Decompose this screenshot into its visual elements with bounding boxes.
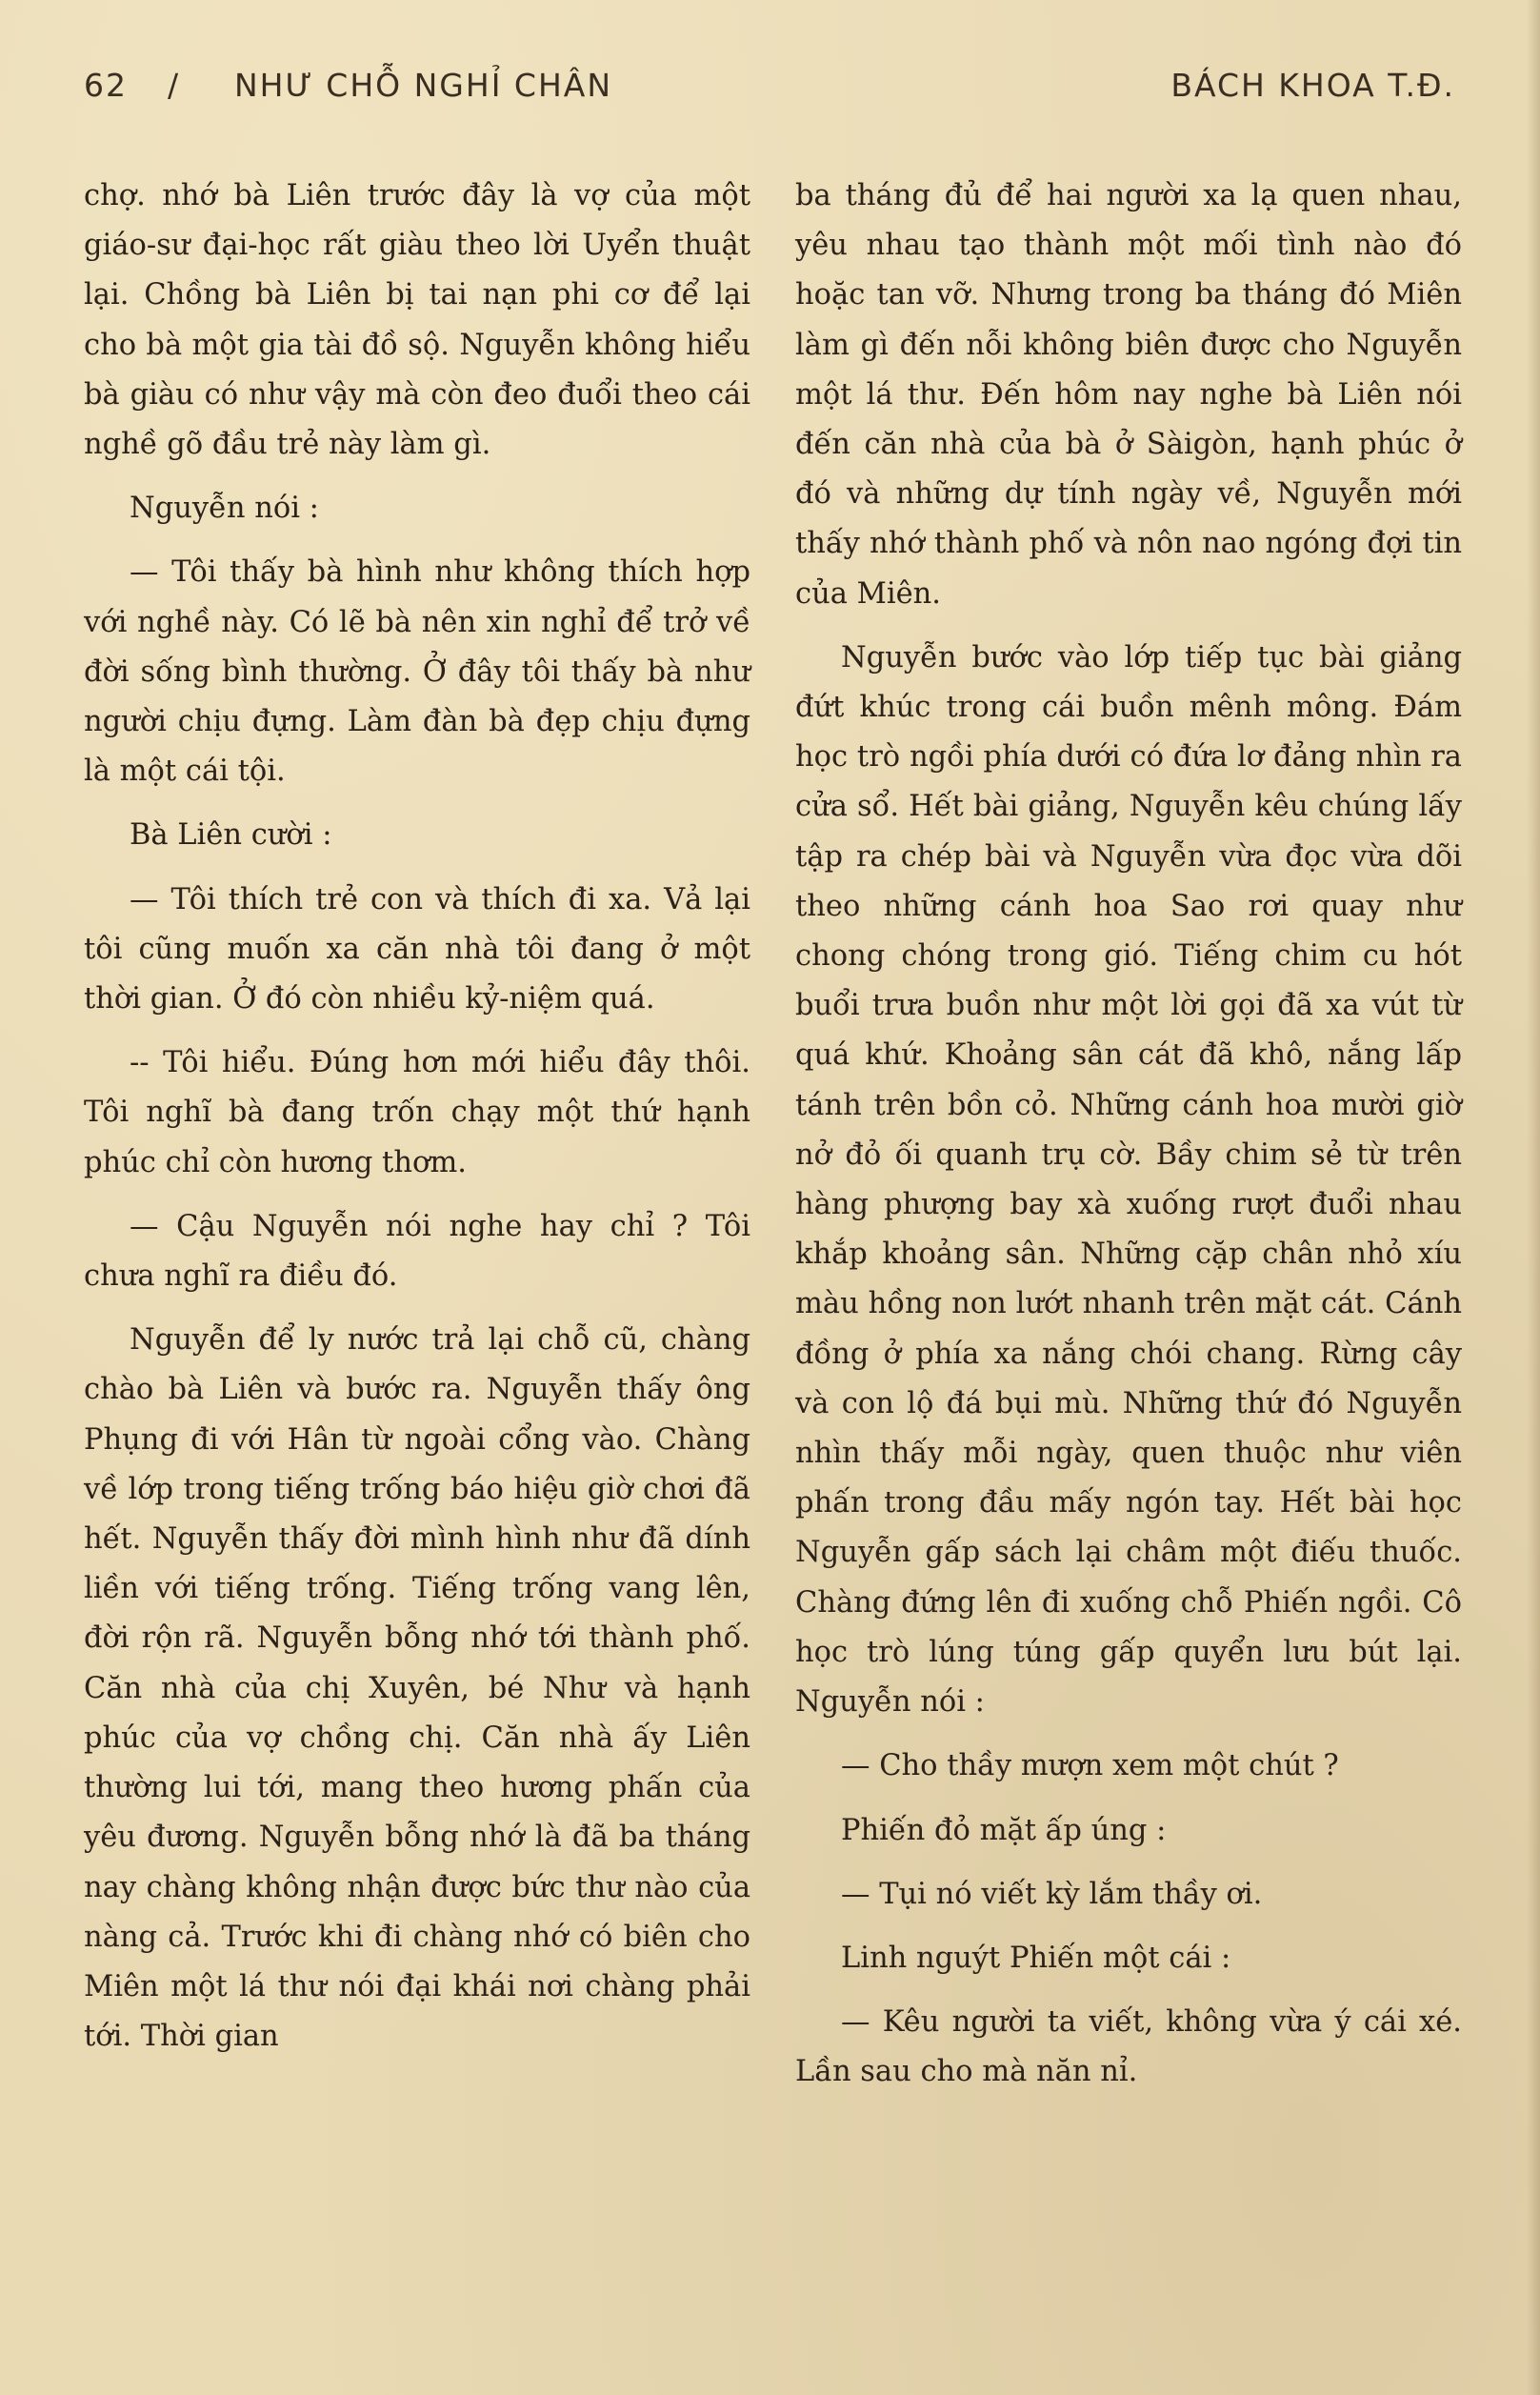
dialogue-line: -- Tôi hiểu. Đúng hơn mới hiểu đây thôi. Tôi nghĩ bà đang trốn chạy một thứ hạnh phúc chỉ còn hương thơm. [84,1046,750,1179]
page-fold-shadow [1527,0,1540,2395]
journal-name: BÁCH KHOA T.Đ. [1170,67,1455,104]
page-header [84,67,1455,114]
header-separator: / [168,67,181,104]
paragraph: Nguyễn nói : [130,492,319,526]
paragraph: ba tháng đủ để hai người xa lạ quen nhau, yêu nhau tạo thành một mối tình nào đó hoặc tan vỡ. Nhưng trong ba tháng đó Miên làm gì đến nỗi không biên được cho Nguyễn một lá thư. Đến hôm nay nghe bà Liên nói đến căn nhà của bà ở Sàigòn, hạnh phúc ở đó và những dự tính ngày về, Nguyễn mới thấy nhớ thành phố và nôn nao ngóng đợi tin của Miên. [795,179,1462,611]
right-column [795,171,1462,2112]
dialogue-line: — Cậu Nguyễn nói nghe hay chỉ ? Tôi chưa nghĩ ra điều đó. [84,1209,750,1294]
paragraph: Nguyễn bước vào lớp tiếp tục bài giảng đứt khúc trong cái buồn mênh mông. Đám học trò ngồi phía dưới có đứa lơ đảng nhìn ra cửa sổ. Hết bài giảng, Nguyễn kêu chúng lấy tập ra chép bài và Nguyễn vừa đọc vừa dõi theo những cánh hoa Sao rơi quay như chong chóng trong gió. Tiếng chim cu hót buổi trưa buồn như một lời gọi đã xa vút từ quá khứ. Khoảng sân cát đã khô, nắng lấp tánh trên bồn cỏ. Những cánh hoa mười giờ nở đỏ ối quanh trụ cờ. Bầy chim sẻ từ trên hàng phượng bay xà xuống rượt đuổi nhau khắp khoảng sân. Những cặp chân nhỏ xíu màu hồng non lướt nhanh trên mặt cát. Cánh đồng ở phía xa nắng chói chang. Rừng cây và con lộ đá bụi mù. Những thứ đó Nguyễn nhìn thấy mỗi ngày, quen thuộc như viên phấn trong đầu mấy ngón tay. Hết bài học Nguyễn gấp sách lại châm một điếu thuốc. Chàng đứng lên đi xuống chỗ Phiến ngồi. Cô học trò lúng túng gấp quyển lưu bút lại. Nguyễn nói : [795,640,1462,1720]
page-number: 62 [84,67,128,104]
paragraph: Linh nguýt Phiến một cái : [841,1941,1231,1975]
dialogue-line: — Tôi thấy bà hình như không thích hợp với nghề này. Có lẽ bà nên xin nghỉ để trở về đời sống bình thường. Ở đây tôi thấy bà như người chịu đựng. Làm đàn bà đẹp chịu đựng là một cái tội. [84,555,750,789]
dialogue-line: — Kêu người ta viết, không vừa ý cái xé. Lần sau cho mà năn nỉ. [795,2005,1462,2089]
paragraph: Phiến đỏ mặt ấp úng : [841,1813,1167,1847]
paragraph: Bà Liên cười : [130,818,332,853]
dialogue-line: — Cho thầy mượn xem một chút ? [841,1749,1339,1783]
running-title: NHƯ CHỖ NGHỈ CHÂN [234,67,613,104]
dialogue-line: — Tôi thích trẻ con và thích đi xa. Vả lại tôi cũng muốn xa căn nhà tôi đang ở một thời gian. Ở đó còn nhiều kỷ-niệm quá. [84,882,750,1016]
paragraph: Nguyễn để ly nước trả lại chỗ cũ, chàng chào bà Liên và bước ra. Nguyễn thấy ông Phụng đi với Hân từ ngoài cổng vào. Chàng về lớp trong tiếng trống báo hiệu giờ chơi đã hết. Nguyễn thấy đời mình hình như đã dính liền với tiếng trống. Tiếng trống vang lên, đời rộn rã. Nguyễn bỗng nhớ tới thành phố. Căn nhà của chị Xuyên, bé Như và hạnh phúc của vợ chồng chị. Căn nhà ấy Liên thường lui tới, mang theo hương phấn của yêu đương. Nguyễn bỗng nhớ là đã ba tháng nay chàng không nhận được bức thư nào của nàng cả. Trước khi đi chàng nhớ có biên cho Miên một lá thư nói đại khái nơi chàng phải tới. Thời gian [84,1323,750,2054]
paragraph: chợ. nhớ bà Liên trước đây là vợ của một giáo-sư đại-học rất giàu theo lời Uyển thuật lại. Chồng bà Liên bị tai nạn phi cơ để lại cho bà một gia tài đồ sộ. Nguyễn không hiểu bà giàu có như vậy mà còn đeo đuổi theo cái nghề gõ đầu trẻ này làm gì. [84,179,750,462]
left-column [84,171,750,2076]
dialogue-line: — Tụi nó viết kỳ lắm thầy ơi. [841,1877,1263,1911]
